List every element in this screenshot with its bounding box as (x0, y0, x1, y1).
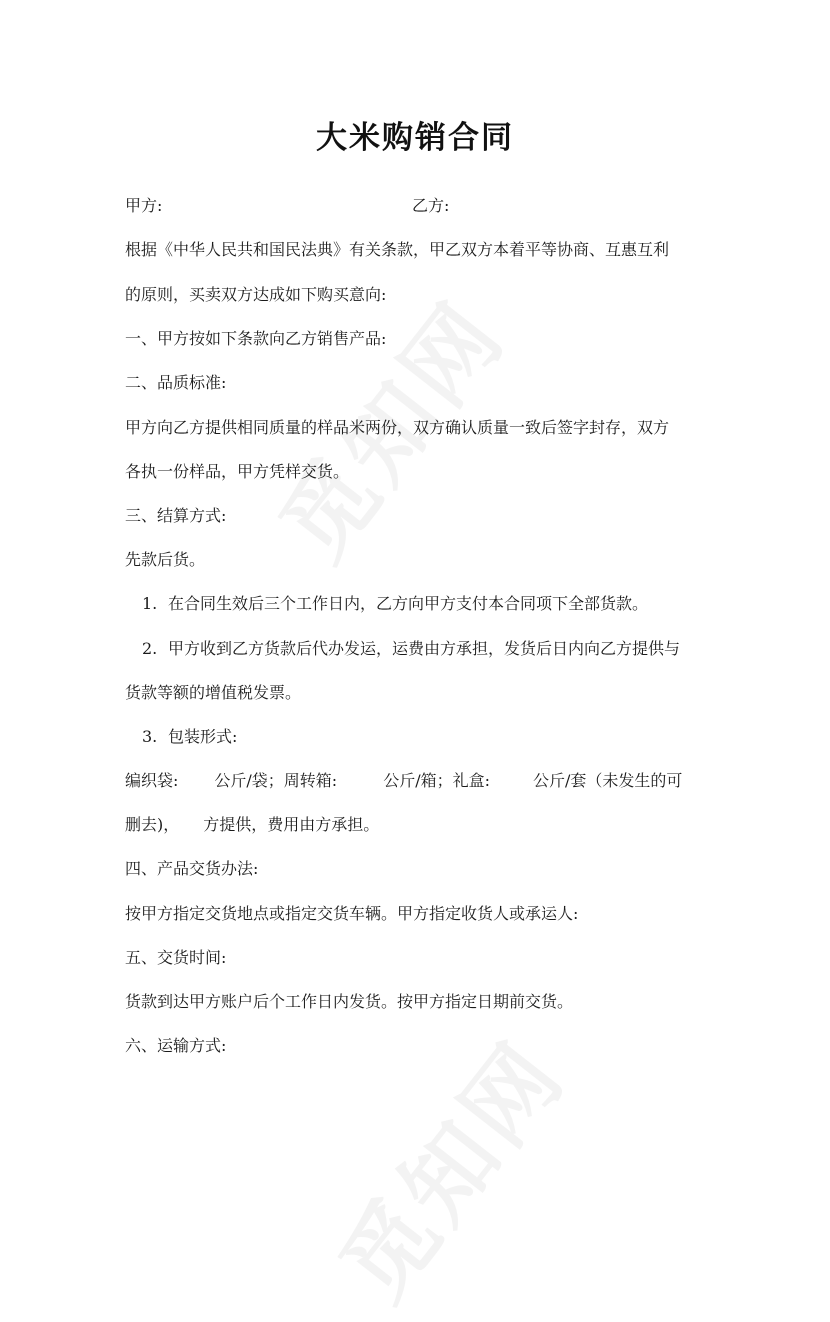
party-b-label: 乙方: (412, 196, 450, 215)
intro-line-2: 的原则，买卖双方达成如下购买意向: (125, 285, 387, 304)
party-a-label: 甲方: (125, 196, 163, 215)
section-3-text: 先款后货。 (125, 550, 206, 569)
packaging-note-cont: 删去)， (125, 815, 180, 834)
section-5-text: 货款到达甲方账户后个工作日内发货。按甲方指定日期前交货。 (125, 992, 574, 1011)
list-item-1 (142, 592, 648, 616)
packaging-note: 公斤/套（未发生的可 (533, 771, 683, 790)
list-item-text: 在合同生效后三个工作日内，乙方向甲方支付本合同项下全部货款。 (168, 594, 649, 613)
list-item-2-continuation: 货款等额的增值税发票。 (125, 683, 302, 702)
section-4-text: 按甲方指定交货地点或指定交货车辆。甲方指定收货人或承运人: (125, 904, 579, 923)
intro-line-1: 根据《中华人民共和国民法典》有关条款，甲乙双方本着平等协商、互惠互利 (125, 240, 670, 259)
section-6-heading: 六、运输方式: (125, 1036, 227, 1055)
list-item-text: 包装形式: (168, 727, 238, 746)
list-item-2 (142, 637, 680, 661)
section-2-line-1: 甲方向乙方提供相同质量的样品米两份，双方确认质量一致后签字封存，双方 (125, 418, 670, 437)
section-3-heading: 三、结算方式: (125, 506, 227, 525)
list-item-3 (142, 725, 237, 749)
list-item-number: 1. (142, 594, 158, 613)
packaging-gift-box: 公斤/箱；礼盒: (383, 771, 490, 790)
section-2-heading: 二、品质标准: (125, 373, 227, 392)
packaging-turnover-box: 公斤/袋；周转箱: (214, 771, 338, 790)
list-item-text: 甲方收到乙方货款后代办发运，运费由方承担，发货后日内向乙方提供与 (168, 639, 681, 658)
watermark (304, 1010, 589, 1322)
section-1-heading: 一、甲方按如下条款向乙方销售产品: (125, 329, 387, 348)
packaging-line-1 (125, 769, 682, 793)
packaging-woven-bag: 编织袋: (125, 771, 179, 790)
section-2-line-2: 各执一份样品，甲方凭样交货。 (125, 462, 350, 481)
section-5-heading: 五、交货时间: (125, 948, 227, 967)
section-4-heading: 四、产品交货办法: (125, 859, 259, 878)
packaging-line-2 (125, 813, 379, 837)
list-item-number: 2. (142, 639, 158, 658)
document-title: 大米购销合同 (316, 120, 514, 156)
packaging-provider: 方提供，费用由方承担。 (203, 815, 380, 834)
list-item-number: 3. (142, 727, 158, 746)
